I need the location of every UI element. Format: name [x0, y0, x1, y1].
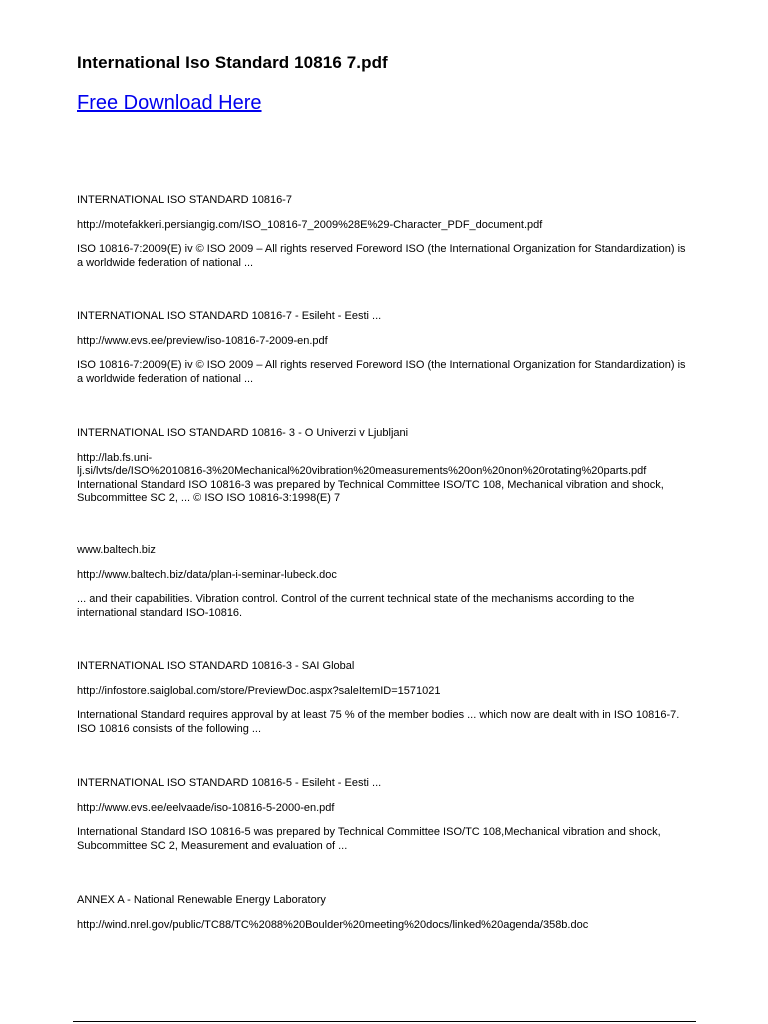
result-snippet: ISO 10816-7:2009(E) iv © ISO 2009 – All rights reserved Foreword ISO (the International Organization for Standardization) is a worldwide federation of national ...: [77, 243, 686, 269]
result-url[interactable]: http://lab.fs.uni- lj.si/lvts/de/ISO%2010816-3%20Mechanical%20vibration%20measurements%20on%20non%20rotating%20parts.pdf: [77, 451, 647, 477]
footer-divider: [73, 1021, 696, 1022]
result-heading: INTERNATIONAL ISO STANDARD 10816-7 - Esileht - Eesti ...: [77, 310, 382, 322]
result-url[interactable]: http://www.evs.ee/eelvaade/iso-10816-5-2000-en.pdf: [77, 801, 335, 814]
result-entry: [77, 894, 727, 932]
result-snippet: ISO 10816-7:2009(E) iv © ISO 2009 – All rights reserved Foreword ISO (the International Organization for Standardization) is a worldwide federation of national ...: [77, 359, 686, 385]
result-url[interactable]: http://infostore.saiglobal.com/store/PreviewDoc.aspx?saleItemID=1571021: [77, 684, 441, 697]
result-snippet: International Standard ISO 10816-5 was prepared by Technical Committee ISO/TC 108,Mechanical vibration and shock, Subcommittee SC 2, Measurement and evaluation of ...: [77, 826, 661, 852]
result-url[interactable]: http://motefakkeri.persiangig.com/ISO_10816-7_2009%28E%29-Character_PDF_document.pdf: [77, 218, 543, 231]
result-snippet: International Standard ISO 10816-3 was prepared by Technical Committee ISO/TC 108, Mechanical vibration and shock, Subcommittee SC 2, ... © ISO ISO 10816-3:1998(E) 7: [77, 478, 664, 504]
result-url[interactable]: http://www.baltech.biz/data/plan-i-seminar-lubeck.doc: [77, 568, 337, 581]
result-heading: INTERNATIONAL ISO STANDARD 10816- 3 - O Univerzi v Ljubljani: [77, 427, 409, 439]
result-entry: [77, 660, 727, 736]
result-heading: INTERNATIONAL ISO STANDARD 10816-3 - SAI Global: [77, 660, 355, 672]
result-snippet: International Standard requires approval by at least 75 % of the member bodies ... which now are dealt with in ISO 10816-7. ISO 10816 consists of the following ...: [77, 709, 680, 735]
result-heading: www.baltech.biz: [77, 544, 156, 556]
result-entry: [77, 544, 727, 620]
result-snippet: ... and their capabilities. Vibration control. Control of the current technical state of the mechanisms according to the international standard ISO-10816.: [77, 593, 635, 619]
result-entry: [77, 777, 727, 853]
free-download-link[interactable]: Free Download Here: [77, 92, 262, 114]
result-entry: [77, 427, 727, 506]
result-url[interactable]: http://www.evs.ee/preview/iso-10816-7-2009-en.pdf: [77, 334, 328, 347]
result-url[interactable]: http://wind.nrel.gov/public/TC88/TC%2088%20Boulder%20meeting%20docs/linked%20agenda/358b.doc: [77, 918, 589, 931]
result-heading: INTERNATIONAL ISO STANDARD 10816-5 - Esileht - Eesti ...: [77, 777, 382, 789]
result-entry: [77, 310, 727, 386]
result-heading: ANNEX A - National Renewable Energy Laboratory: [77, 894, 326, 906]
result-entry: [77, 194, 727, 270]
result-heading: INTERNATIONAL ISO STANDARD 10816-7: [77, 194, 292, 206]
page-title: International Iso Standard 10816 7.pdf: [77, 53, 388, 72]
